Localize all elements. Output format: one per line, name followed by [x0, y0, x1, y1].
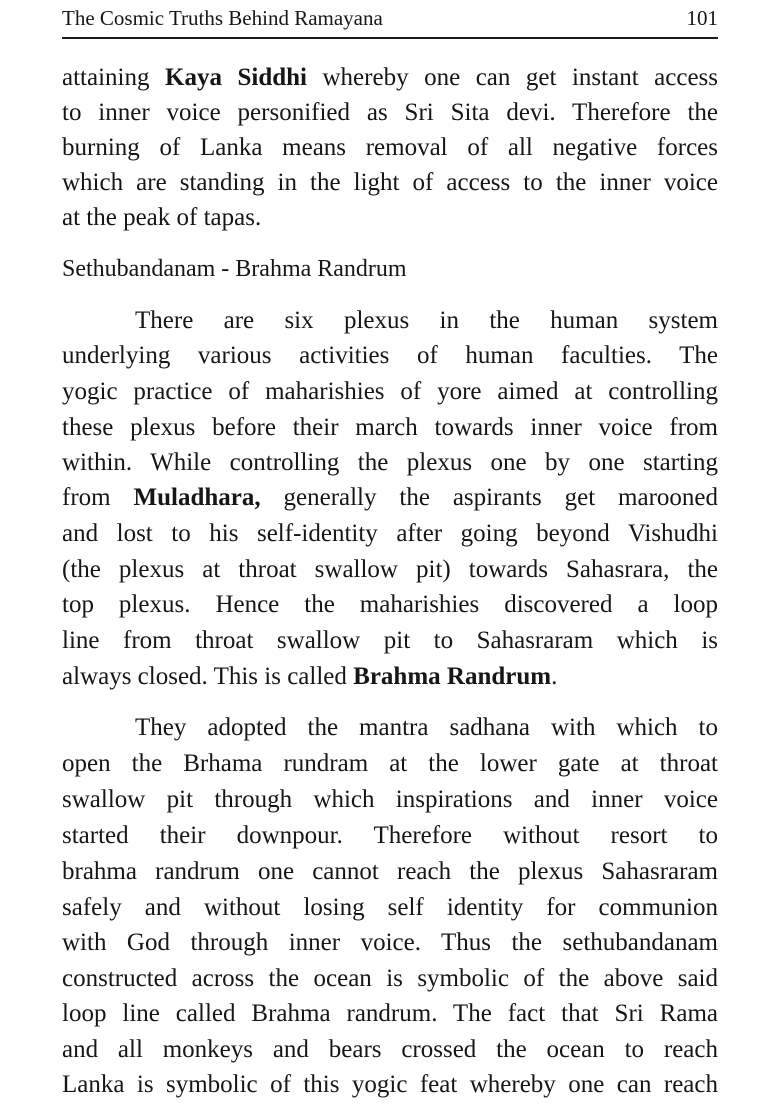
text-line — [62, 893, 718, 923]
text-segment: There are six plexus in the human system — [135, 307, 718, 334]
bold-term: Muladhara, — [133, 484, 261, 511]
text-line — [62, 306, 718, 336]
bold-term: Brahma Randrum — [353, 663, 552, 690]
text-line — [62, 999, 718, 1029]
text-line — [62, 713, 718, 743]
text-line — [62, 1070, 718, 1100]
text-line — [62, 555, 718, 585]
text-segment: safely and without losing self identity for communion — [62, 894, 718, 921]
text-segment: swallow pit through which inspirations and inner voice — [62, 786, 718, 813]
text-segment: . — [551, 663, 558, 690]
text-segment: and all monkeys and bears crossed the ocean to reach — [62, 1036, 718, 1063]
text-segment: at the peak of tapas. — [62, 204, 262, 231]
text-line — [62, 964, 718, 994]
text-segment: started their downpour. Therefore without resort to — [62, 822, 718, 849]
text-segment: Lanka is symbolic of this yogic feat whereby one can reach — [62, 1071, 718, 1098]
text-segment: yogic practice of maharishies of yore aimed at controlling — [62, 378, 718, 405]
text-segment: with God through inner voice. Thus the sethubandanam — [62, 929, 718, 956]
text-segment: burning of Lanka means removal of all negative forces — [62, 134, 718, 161]
text-segment: these plexus before their march towards inner voice from — [62, 414, 718, 441]
text-line — [62, 857, 718, 887]
text-line — [62, 483, 718, 513]
text-line — [62, 785, 718, 815]
text-segment: always closed. This is called — [62, 663, 354, 690]
text-line — [62, 203, 718, 233]
text-line — [62, 662, 718, 692]
page-number: 101 — [686, 6, 718, 30]
text-segment: open the Brhama rundram at the lower gate at throat — [62, 750, 718, 777]
text-segment: They adopted the mantra sadhana with which to — [135, 714, 718, 741]
text-line — [62, 98, 718, 128]
text-line — [62, 1035, 718, 1065]
text-segment: top plexus. Hence the maharishies discovered a loop — [62, 591, 718, 618]
text-line — [62, 821, 718, 851]
text-segment: within. While controlling the plexus one by one starting — [62, 449, 718, 476]
running-header — [62, 2, 718, 36]
text-line — [62, 413, 718, 443]
bold-term: Kaya Siddhi — [165, 64, 307, 91]
text-segment: attaining — [62, 64, 165, 91]
text-line — [62, 341, 718, 371]
text-segment: to inner voice personified as Sri Sita devi. Therefore the — [62, 99, 718, 126]
text-line — [62, 63, 718, 93]
text-segment: and lost to his self-identity after going beyond Vishudhi — [62, 520, 718, 547]
text-segment: which are standing in the light of access to the inner voice — [62, 169, 718, 196]
text-line — [62, 448, 718, 478]
text-line — [62, 377, 718, 407]
section-heading: Sethubandanam - Brahma Randrum — [62, 256, 407, 282]
text-segment: from — [62, 484, 134, 511]
text-line — [62, 133, 718, 163]
book-title: The Cosmic Truths Behind Ramayana — [62, 6, 383, 30]
text-line — [62, 749, 718, 779]
text-segment: whereby one can get instant access — [306, 64, 718, 91]
text-line — [62, 590, 718, 620]
text-line — [62, 928, 718, 958]
text-segment: brahma randrum one cannot reach the plexus Sahasraram — [62, 858, 718, 885]
text-segment: line from throat swallow pit to Sahasraram which is — [62, 627, 718, 654]
text-segment: generally the aspirants get marooned — [260, 484, 718, 511]
text-segment: (the plexus at throat swallow pit) towards Sahasrara, the — [62, 556, 718, 583]
text-line — [62, 626, 718, 656]
text-segment: underlying various activities of human faculties. The — [62, 342, 718, 369]
text-segment: loop line called Brahma randrum. The fact that Sri Rama — [62, 1000, 718, 1027]
text-segment: constructed across the ocean is symbolic of the above said — [62, 965, 718, 992]
header-rule — [62, 37, 718, 39]
text-line — [62, 168, 718, 198]
text-line — [62, 519, 718, 549]
